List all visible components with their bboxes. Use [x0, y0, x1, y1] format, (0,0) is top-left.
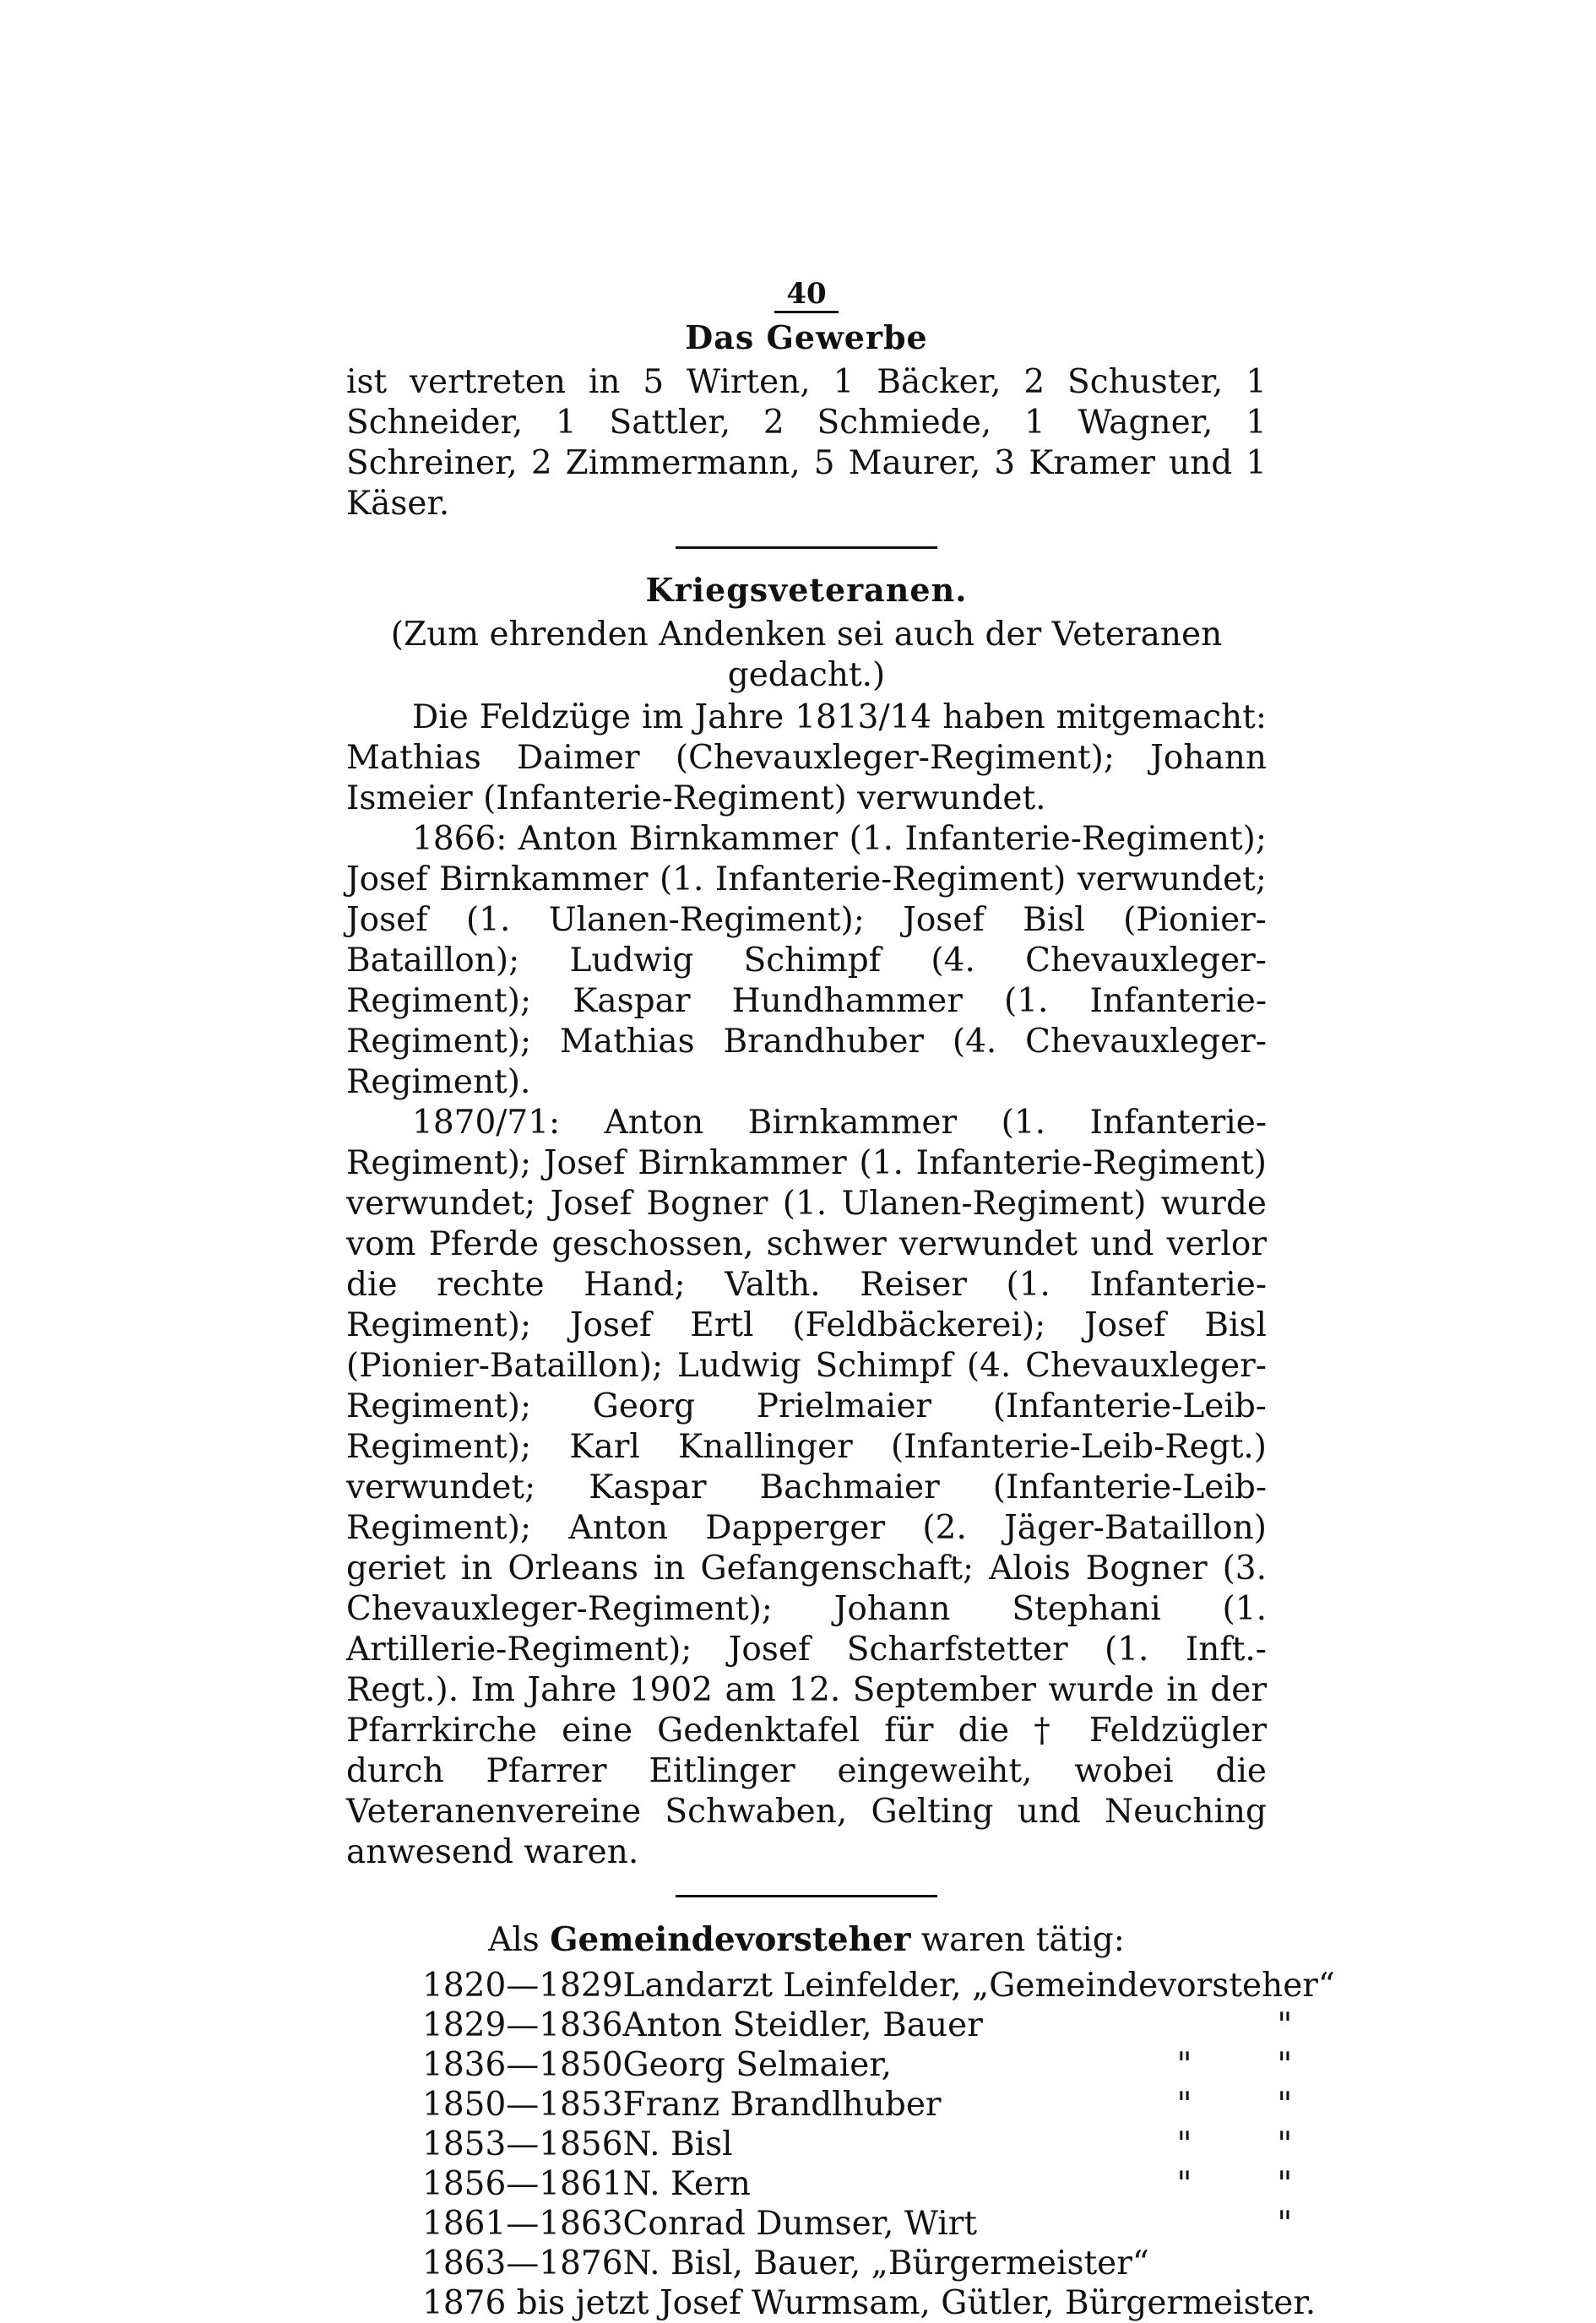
gewerbe-text: ist vertreten in 5 Wirten, 1 Bäcker, 2 Schuster, 1 Schneider, 1 Sattler, 2 Schmiede, 1 Wagner, 1 Schreiner, 2 Zimmermann, 5 Maurer, 3 Kramer und 1 Käser. — [346, 363, 1267, 523]
list-item: 1856—1861 N. Kern " " — [422, 2165, 1293, 2203]
veterans-paragraph-1813: Die Feldzüge im Jahre 1813/14 haben mitgemacht: Mathias Daimer (Chevauxleger-Regiment); Johann Ismeier (Infanterie-Regiment) verwundet. — [346, 698, 1267, 817]
list-item-final: 1876 bis jetzt Josef Wurmsam, Gütler, Bürgermeister. — [422, 2284, 1316, 2322]
veterans-paragraph-1866: 1866: Anton Birnkammer (1. Infanterie-Regiment); Josef Birnkammer (1. Infanterie-Regiment) verwundet; Josef (1. Ulanen-Regiment); Josef Bisl (Pionier-Bataillon); Ludwig Schimpf (4. Chevauxleger-Regiment); Kaspar Hundhammer (1. Infanterie-Regiment); Mathias Brandhuber (4. Chevauxleger-Regiment). — [346, 820, 1267, 1101]
list-item: 1861—1863 Conrad Dumser, Wirt " — [422, 2205, 1293, 2243]
page-number: 40 — [346, 279, 1267, 313]
gemeindevorsteher-list — [422, 1966, 1335, 2323]
veterans-paragraph-1870: 1870/71: Anton Birnkammer (1. Infanterie-Regiment); Josef Birnkammer (1. Infanterie-Regiment) verwundet; Josef Bogner (1. Ulanen-Regiment) wurde vom Pferde geschossen, schwer verwundet und verlor die rechte Hand; Valth. Reiser (1. Infanterie-Regiment); Josef Ertl (Feldbäckerei); Josef Bisl (Pionier-Bataillon); Ludwig Schimpf (4. Chevauxleger-Regiment); Georg Prielmaier (Infanterie-Leib-Regiment); Karl Knallinger (Infanterie-Leib-Regt.) verwundet; Kaspar Bachmaier (Infanterie-Leib-Regiment); Anton Dapperger (2. Jäger-Bataillon) geriet in Orleans in Gefangenschaft; Alois Bogner (3. Chevauxleger-Regiment); Johann Stephani (1. Artillerie-Regiment); Josef Scharfstetter (1. Inft.-Regt.). Im Jahre 1902 am 12. September wurde in der Pfarrkirche eine Gedenktafel für die † Feldzügler durch Pfarrer Eitlinger eingeweiht, wobei die Veteranenvereine Schwaben, Gelting und Neuching anwesend waren. — [346, 1104, 1267, 1871]
book-page — [346, 277, 1335, 2323]
list-item: 1820—1829 Landarzt Leinfelder, „Gemeindevorsteher“ — [422, 1967, 1335, 2005]
list-item: 1850—1853 Franz Brandlhuber " " — [422, 2086, 1293, 2124]
section-divider — [676, 546, 937, 549]
list-item: 1863—1876 N. Bisl, Bauer, „Bürgermeister“ — [422, 2244, 1149, 2282]
section-divider — [676, 1895, 937, 1897]
kriegsveteranen-subheading: (Zum ehrenden Andenken sei auch der Veteranen gedacht.) — [390, 616, 1223, 694]
kriegsveteranen-heading: Kriegsveteranen. — [645, 571, 968, 609]
list-item: 1829—1836 Anton Steidler, Bauer " — [422, 2006, 1293, 2044]
gemeindevorsteher-heading: Als Gemeindevorsteher waren tätig: — [488, 1920, 1125, 1959]
list-item: 1853—1856 N. Bisl " " — [422, 2125, 1293, 2163]
gewerbe-heading: Das Gewerbe — [685, 318, 928, 356]
list-item: 1836—1850 Georg Selmaier, " " — [422, 2046, 1293, 2084]
